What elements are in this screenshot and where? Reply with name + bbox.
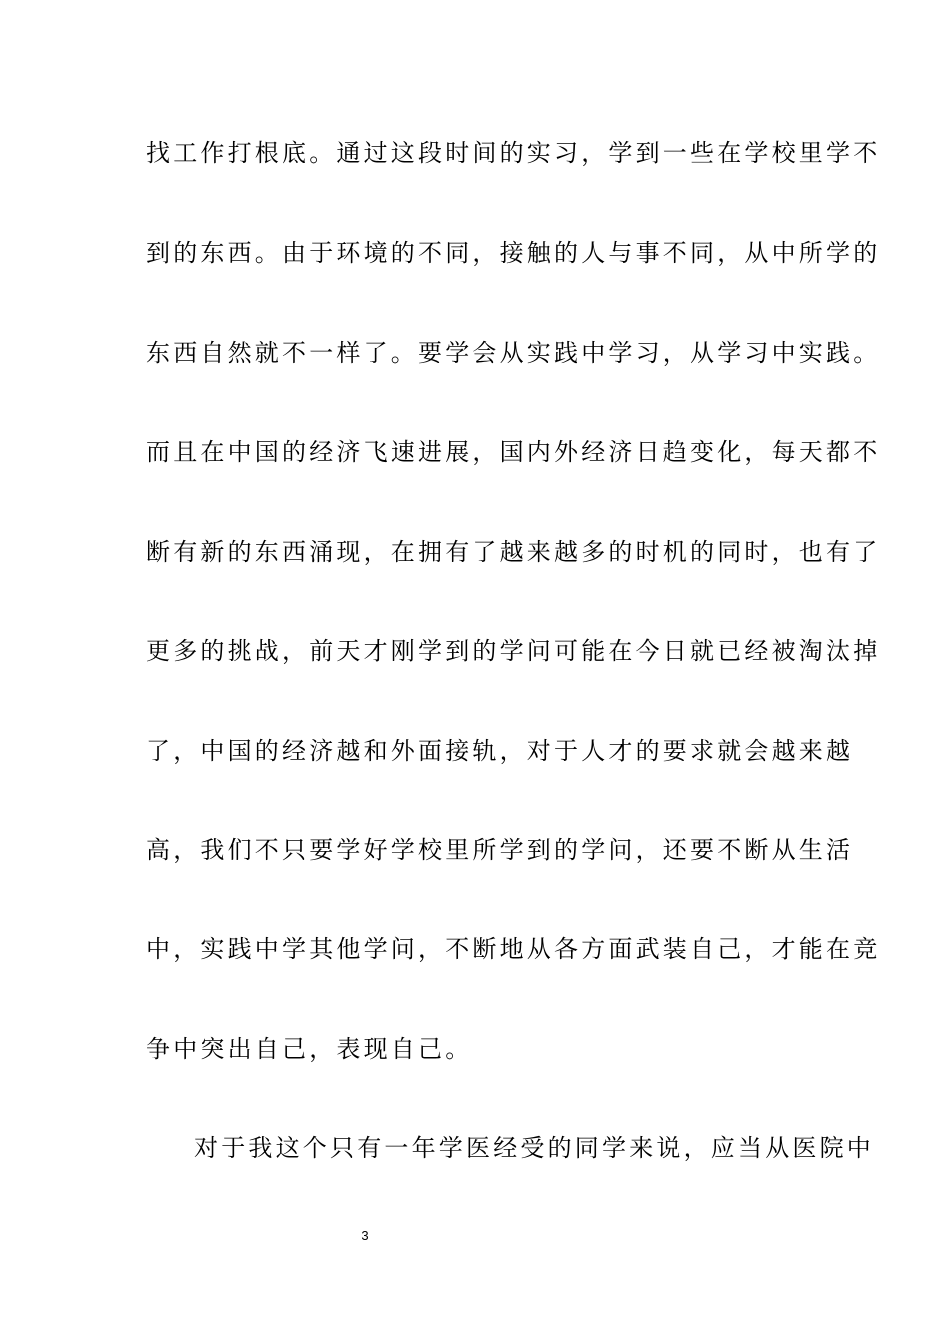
text-line: 断有新的东西涌现，在拥有了越来越多的时机的同时，也有了 xyxy=(146,538,881,566)
text-line: 更多的挑战，前天才刚学到的学问可能在今日就已经被淘汰掉 xyxy=(146,637,881,665)
text-line: 高，我们不只要学好学校里所学到的学问，还要不断从生活 xyxy=(146,836,854,864)
paragraph-first-line: 对于我这个只有一年学医经受的同学来说，应当从医院中 xyxy=(194,1134,874,1162)
page-number: 3 xyxy=(361,1228,369,1243)
text-line: 中，实践中学其他学问，不断地从各方面武装自己，才能在竞 xyxy=(146,935,881,963)
text-line: 了，中国的经济越和外面接轨，对于人才的要求就会越来越 xyxy=(146,737,854,765)
text-line: 到的东西。由于环境的不同，接触的人与事不同，从中所学的 xyxy=(146,239,881,267)
text-line: 而且在中国的经济飞速进展，国内外经济日趋变化，每天都不 xyxy=(146,438,881,466)
text-line: 东西自然就不一样了。要学会从实践中学习，从学习中实践。 xyxy=(146,339,881,367)
text-line: 争中突出自己，表现自己。 xyxy=(146,1035,473,1063)
text-line: 找工作打根底。通过这段时间的实习，学到一些在学校里学不 xyxy=(146,139,881,167)
